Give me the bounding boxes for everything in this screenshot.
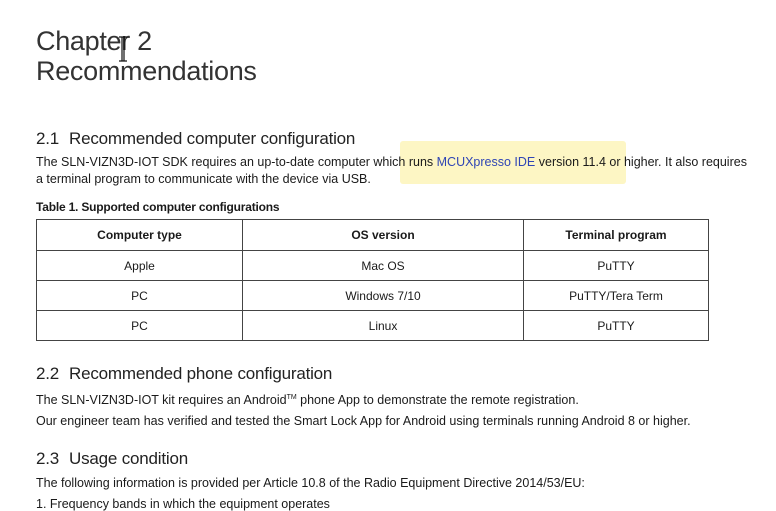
- section-number: 2.1: [36, 129, 60, 148]
- table-cell: Apple: [37, 251, 243, 281]
- section-2-2-paragraph-1: The SLN-VIZN3D-IOT kit requires an Android™ phone App to demonstrate the remote registration.: [36, 393, 579, 408]
- section-number: 2.2: [36, 364, 60, 383]
- section-heading-2-1: [36, 129, 355, 149]
- table-cell: PuTTY/Tera Term: [524, 281, 709, 311]
- section-2-3-paragraph-1: The following information is provided per Article 10.8 of the Radio Equipment Directive 2014/53/EU:: [36, 476, 585, 490]
- table-cell: Windows 7/10: [243, 281, 524, 311]
- header-terminal-program: Terminal program: [524, 220, 709, 251]
- chapter-number: Chapter 2: [36, 26, 152, 56]
- chapter-title: [36, 26, 257, 86]
- table-cell: PuTTY: [524, 311, 709, 341]
- table-header-row: [37, 220, 709, 251]
- table-row: [37, 281, 709, 311]
- configurations-table: [36, 219, 709, 341]
- chapter-name: Recommendations: [36, 56, 257, 86]
- section-heading-2-3: [36, 449, 188, 469]
- list-item: 1. Frequency bands in which the equipment operates: [36, 497, 330, 511]
- table-row: [37, 311, 709, 341]
- section-title: Usage condition: [69, 449, 188, 468]
- section-title: Recommended computer configuration: [69, 129, 356, 148]
- section-number: 2.3: [36, 449, 60, 468]
- table-cell: PuTTY: [524, 251, 709, 281]
- table-cell: PC: [37, 311, 243, 341]
- table-row: [37, 251, 709, 281]
- section-heading-2-2: [36, 364, 332, 384]
- trademark-mark: TM: [286, 394, 297, 401]
- section-2-2-paragraph-2: Our engineer team has verified and tested the Smart Lock App for Android using terminals running Android 8 or higher.: [36, 414, 691, 428]
- section-2-1-paragraph: The SLN-VIZN3D-IOT SDK requires an up-to-date computer which runs MCUXpresso IDE version 11.4 or higher. It also requires a terminal program to communicate with the device via USB.: [36, 155, 747, 186]
- table-cell: Mac OS: [243, 251, 524, 281]
- section-title: Recommended phone configuration: [69, 364, 333, 383]
- table-caption: Table 1. Supported computer configurations: [36, 200, 280, 214]
- header-os-version: OS version: [243, 220, 524, 251]
- header-computer-type: Computer type: [37, 220, 243, 251]
- mcuxpresso-link[interactable]: MCUXpresso IDE: [436, 155, 536, 169]
- table-cell: PC: [37, 281, 243, 311]
- table-cell: Linux: [243, 311, 524, 341]
- text-cursor-icon: [118, 36, 128, 62]
